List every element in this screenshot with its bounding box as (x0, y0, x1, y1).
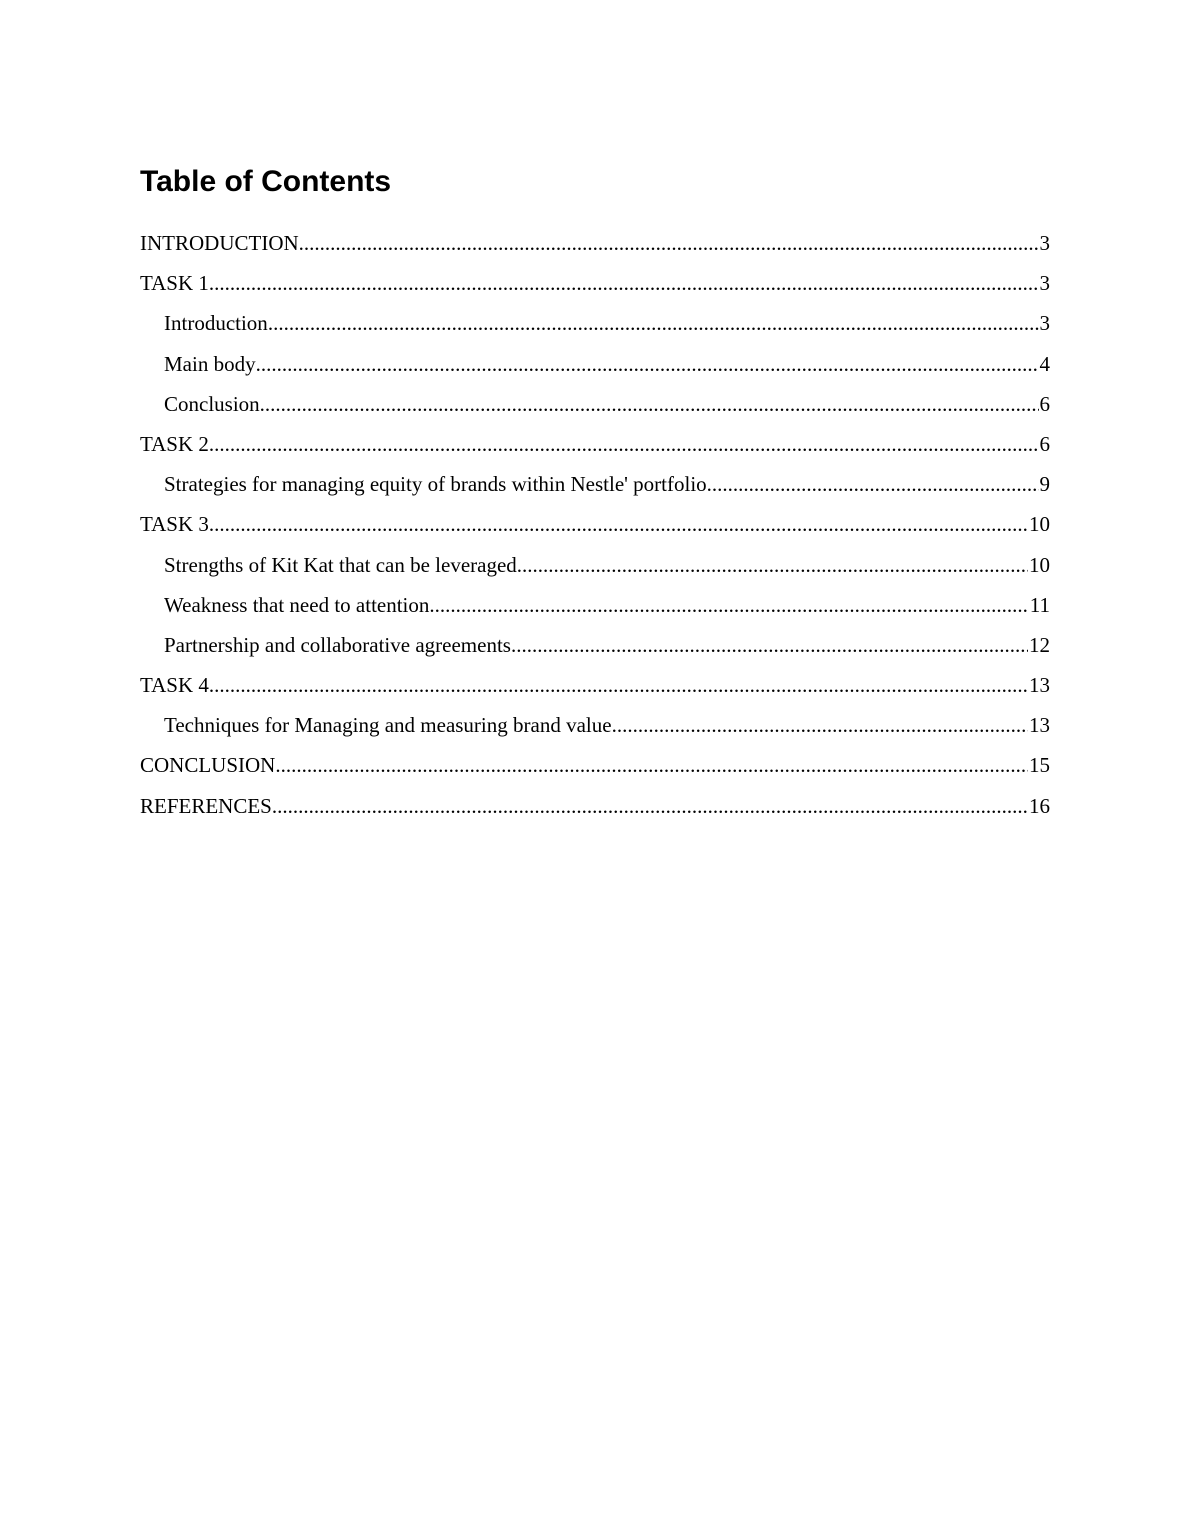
toc-entry-page: 6 (1039, 391, 1050, 416)
toc-entry[interactable] (140, 588, 1050, 628)
toc-dot-leader (260, 387, 1039, 421)
toc-dot-leader (511, 628, 1028, 662)
toc-entry-label: Main body (164, 351, 256, 376)
toc-entry[interactable] (140, 708, 1050, 748)
toc-dot-leader (299, 226, 1039, 260)
toc-entry-page: 15 (1029, 753, 1050, 778)
toc-entry-page: 10 (1029, 512, 1050, 537)
toc-dot-leader (707, 467, 1039, 501)
toc-entry-label: Weakness that need to attention (164, 592, 430, 617)
toc-dot-leader (209, 668, 1028, 702)
toc-entry[interactable] (140, 427, 1050, 467)
toc-dot-leader (272, 789, 1028, 823)
toc-entry[interactable] (140, 347, 1050, 387)
toc-entry-page: 13 (1029, 713, 1050, 738)
toc-entry[interactable] (140, 789, 1050, 829)
toc-entry-page: 10 (1029, 552, 1050, 577)
toc-dot-leader (612, 708, 1028, 742)
toc-list (140, 226, 1050, 829)
toc-dot-leader (517, 548, 1028, 582)
toc-entry-label: INTRODUCTION (140, 231, 299, 255)
toc-entry-label: TASK 3 (140, 512, 209, 537)
toc-dot-leader (268, 306, 1039, 340)
toc-entry[interactable] (140, 668, 1050, 708)
toc-entry-page: 12 (1029, 632, 1050, 657)
toc-entry-page: 9 (1039, 472, 1050, 497)
toc-entry-label: CONCLUSION (140, 753, 276, 778)
toc-entry-label: REFERENCES (140, 793, 272, 818)
toc-title: Table of Contents (140, 165, 392, 198)
toc-entry[interactable] (140, 748, 1050, 788)
toc-entry[interactable] (140, 467, 1050, 507)
toc-entry-page: 6 (1039, 431, 1050, 456)
toc-entry[interactable] (140, 628, 1050, 668)
toc-entry-page: 4 (1039, 351, 1050, 376)
toc-entry-page: 3 (1039, 311, 1050, 336)
toc-entry-label: Strengths of Kit Kat that can be leveraged (164, 552, 517, 577)
toc-entry[interactable] (140, 266, 1050, 306)
toc-entry-page: 11 (1029, 592, 1050, 617)
toc-entry[interactable] (140, 548, 1050, 588)
toc-entry-label: TASK 4 (140, 673, 209, 698)
toc-dot-leader (209, 427, 1039, 461)
toc-entry[interactable] (140, 387, 1050, 427)
toc-entry-label: TASK 2 (140, 431, 209, 456)
toc-dot-leader (275, 748, 1028, 782)
toc-entry-page: 13 (1029, 673, 1050, 698)
toc-entry-label: TASK 1 (140, 271, 209, 296)
toc-entry-label: Techniques for Managing and measuring brand value (164, 713, 612, 738)
toc-entry-page: 3 (1039, 231, 1050, 255)
toc-dot-leader (256, 347, 1039, 381)
toc-dot-leader (209, 266, 1039, 300)
toc-entry-label: Strategies for managing equity of brands within Nestle' portfolio (164, 472, 707, 497)
toc-entry[interactable] (140, 507, 1050, 547)
toc-entry[interactable] (140, 226, 1050, 266)
toc-dot-leader (209, 507, 1028, 541)
toc-dot-leader (429, 588, 1028, 622)
toc-entry-page: 3 (1039, 271, 1050, 296)
toc-entry-label: Partnership and collaborative agreements (164, 632, 511, 657)
toc-entry-label: Introduction (164, 311, 268, 336)
toc-entry-page: 16 (1029, 793, 1050, 818)
toc-entry-label: Conclusion (164, 391, 260, 416)
toc-entry[interactable] (140, 306, 1050, 346)
